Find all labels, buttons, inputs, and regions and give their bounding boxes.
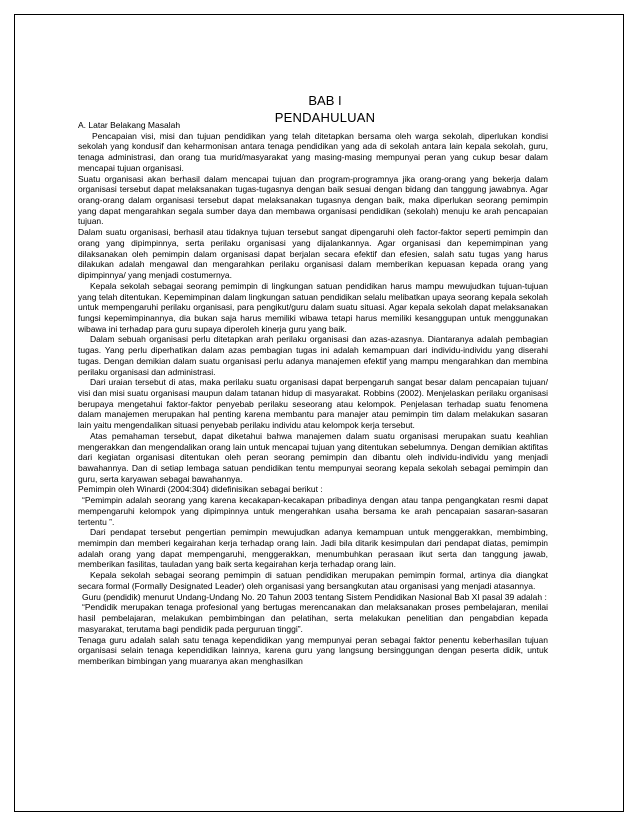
paragraph: Dari uraian tersebut di atas, maka perilaku suatu organisasi dapat berpengaruh sangat besar dalam pencapaian tujuan/ visi dan misi suatu organisasi maupun dalam tatanan hidup di masyarakat. Robbins (2002). Menjelaskan perilaku organisasi berupaya mengetahui faktor-faktor penyebab perilaku seseorang atau kelompok. Penjelasan terhadap suatu fenomena dalam manajemen merupakan hal penting karena membantu para manajer atau pemimpin tim dalam melakukan sasaran lain yaitu mengendalikan situasi penyebab perilaku individu atau kelompok kerja tersebut. <box>78 377 548 431</box>
paragraph: Dari pendapat tersebut pengertian pemimpin mewujudkan adanya kemampuan untuk menggerakkan, membimbing, memimpin dan memberi kegairahan kerja terhadap orang lain. Jadi bila ditarik kesimpulan dari pendapat diatas, pemimpin adalah orang yang dapat mempengaruhi, menggerakkan, menumbuhkan perasaan ikut serta dan tanggung jawab, memberikan fasilitas, tauladan yang baik serta kegairahan kerja terhadap orang lain. <box>78 527 548 570</box>
section-title: A. Latar Belakang Masalah <box>78 120 181 130</box>
quote-paragraph: “Pemimpin adalah seorang yang karena kecakapan-kecakapan pribadinya dengan atau tanpa pengangkatan resmi dapat mempengaruhi kelompok yang dipimpinnya untuk mengerahkan usaha bersama ke arah pencapaian sasaran-sasaran tertentu ”. <box>78 495 548 527</box>
paragraph: Tenaga guru adalah salah satu tenaga kependidikan yang mempunyai peran sebagai faktor penentu keberhasilan tujuan organisasi selain tenaga kependidikan lainnya, karena guru yang langsung bersinggungan dengan peserta didik, untuk memberikan bimbingan yang muaranya akan menghasilkan <box>78 634 548 666</box>
paragraph: Pemimpin oleh Winardi (2004:304) didefinisikan sebagai berikut : <box>78 484 323 495</box>
paragraph: Kepala sekolah sebagai seorang pemimpin di satuan pendidikan merupakan pemimpin formal, artinya dia diangkat secara formal (Formally Designated Leader) oleh organisasi yang bersangkutan atau organisasi yang menjadi atasannya. <box>78 570 548 591</box>
paragraph: Pencapaian visi, misi dan tujuan pendidikan yang telah ditetapkan bersama oleh warga sekolah, diperlukan kondisi sekolah yang kondusif dan keharmonisan antara tenaga pendidikan yang ada di sekolah antara lain kepala sekolah, guru, tenaga administrasi, dan orang tua murid/masyarakat yang masing-masing mempunyai peran yang cukup besar dalam mencapai tujuan organisasi. <box>78 130 548 173</box>
chapter-label: BAB I <box>308 93 342 108</box>
paragraph: Atas pemahaman tersebut, dapat diketahui bahwa manajemen dalam suatu organisasi merupakan suatu keahlian mengerakkan dan mengendalikan orang lain untuk mencapai tujuan yang ditentukan sebelumnya. Dengan demikian aktifitas dari kegiatan organisasi ditentukan oleh peran seorang pemimpin dan dibantu oleh individu-individu yang menjadi bawahannya. Dan di setiap lembaga satuan pendidikan tentu mempunyai seorang kepala sekolah sebagai pemimpin dan guru, serta karyawan sebagai bawahannya. <box>78 430 548 484</box>
quote-paragraph: “Pendidik merupakan tenaga profesional yang bertugas merencanakan dan melaksanakan proses pembelajaran, menilai hasil pembelajaran, melakukan pembimbingan dan pelatihan, serta melakukan penelitian dan pengabdian kepada masyarakat, terutama bagi pendidik pada perguruan tinggi”. <box>78 602 548 634</box>
paragraph: Dalam suatu organisasi, berhasil atau tidaknya tujuan tersebut sangat dipengaruhi oleh factor-faktor seperti pemimpin dan orang yang dipimpinnya, serta perilaku organisasi yang dijalankannya. Agar organisasi dan kepemimpinan yang dilaksanakan oleh pemimpin dalam organisasi dapat berjalan secara efektif dan efesien, salah satu tugas yang harus dilakukan adalah mengawal dan mengarahkan perilaku organisasi dalam memberikan kepuasan kepada orang yang dipimpinnya/ yang menjadi costumernya. <box>78 227 548 281</box>
paragraph: Dalam sebuah organisasi perlu ditetapkan arah perilaku organisasi dan azas-azasnya. Diantaranya adalah pembagian tugas. Yang perlu diperhatikan dalam azas pembagian tugas ini adalah kemampuan dari individu-individu yang diserahi tugas. Dengan demikian dalam suatu organisasi perlu adanya manajemen efektif yang mampu mengarahkan dan membina perilaku organisasi dan administrasi. <box>78 334 548 377</box>
document-body <box>78 120 548 667</box>
paragraph: Suatu organisasi akan berhasil dalam mencapai tujuan dan program-programnya jika orang-orang yang bekerja dalam organisasi tersebut dapat melaksanakan tugas-tugasnya dengan baik sesuai dengan bidang dan tanggung jawabnya. Agar orang-orang dalam organisasi tersebut dapat melaksanakan tugasnya dengan baik, maka diperlukan seorang pemimpin yang dapat mengarahkan segala sumber daya dan membawa organisasi pendidikan (sekolah) menuju ke arah pencapaian tujuan. <box>78 173 548 227</box>
chapter-title: PENDAHULUAN <box>274 110 376 125</box>
paragraph: Kepala sekolah sebagai seorang pemimpin di lingkungan satuan pendidikan harus mampu mewujudkan tujuan-tujuan yang telah ditentukan. Kepemimpinan dalam lingkungan satuan pendidikan selalu melibatkan upaya seorang kepala sekolah untuk mempengaruhi perilaku organisasi, para pengikut/guru dalam suatu situasi. Agar kepala sekolah dapat melaksanakan fungsi kepemimpinannya, dia bukan saja harus memiliki wibawa tetapi harus memiliki kesanggupan untuk menggunakan wibawa ini terhadap para guru supaya diperoleh kinerja guru yang baik. <box>78 280 548 334</box>
paragraph: Guru (pendidik) menurut Undang-Undang No. 20 Tahun 2003 tentang Sistem Pendidikan Nasional Bab XI pasal 39 adalah : <box>82 591 547 602</box>
